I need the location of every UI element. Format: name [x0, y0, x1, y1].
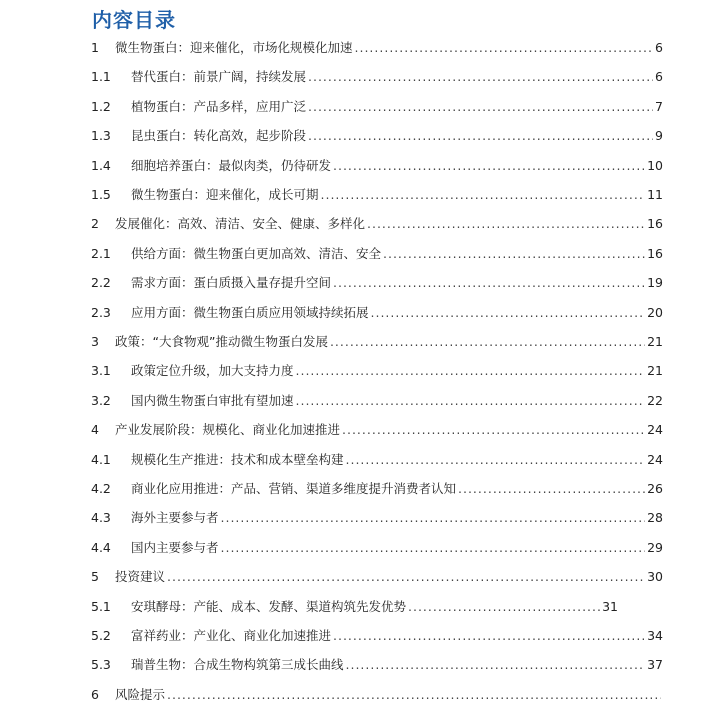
toc-entry[interactable]	[0, 626, 706, 646]
toc-entry-number: 4.2	[91, 481, 111, 496]
toc-entry-line	[115, 38, 663, 58]
toc-leader-dots	[308, 126, 653, 146]
toc-entry-title: 政策定位升级，加大支持力度	[131, 363, 294, 379]
toc-entry-line	[131, 273, 663, 293]
toc-entry-line	[131, 508, 663, 528]
toc-entry-page: 24	[647, 451, 663, 467]
toc-entry-number: 2.3	[91, 304, 111, 320]
toc-entry-line	[115, 214, 663, 234]
toc-entry-title: 应用方面：微生物蛋白质应用领域持续拓展	[131, 304, 369, 320]
toc-entry-title: 替代蛋白：前景广阔，持续发展	[131, 69, 307, 85]
toc-entry[interactable]	[0, 332, 706, 352]
toc-entry-page: 29	[647, 539, 663, 555]
toc-leader-dots	[296, 361, 646, 381]
toc-entry-line	[115, 567, 663, 587]
toc-entry-page: 21	[647, 363, 663, 379]
toc-leader-dots	[342, 420, 645, 440]
toc-leader-dots	[333, 626, 645, 646]
toc-entry[interactable]	[0, 126, 706, 146]
toc-entry[interactable]	[0, 214, 706, 234]
toc-entry-line	[131, 361, 663, 381]
toc-entry[interactable]	[0, 685, 706, 705]
toc-entry-title: 商业化应用推进：产品、营销、渠道多维度提升消费者认知	[131, 481, 457, 496]
toc-entry-title: 微生物蛋白：迎来催化，成长可期	[131, 187, 319, 202]
toc-entry[interactable]	[0, 567, 706, 587]
toc-leader-dots	[296, 391, 646, 411]
toc-entry[interactable]	[0, 273, 706, 293]
toc-entry-line	[131, 450, 663, 470]
toc-entry[interactable]	[0, 391, 706, 411]
toc-entry-page: 19	[647, 275, 663, 291]
toc-entry-page: 28	[647, 510, 663, 526]
toc-leader-dots	[458, 479, 645, 499]
toc-entry-line	[131, 185, 663, 205]
toc-entry[interactable]	[0, 597, 706, 617]
toc-entry-page: 30	[647, 569, 663, 585]
toc-entry-page: 22	[647, 392, 663, 408]
toc-entry-title: 国内微生物蛋白审批有望加速	[131, 392, 294, 408]
toc-entry-page: 9	[655, 128, 663, 144]
toc-leader-dots	[333, 156, 645, 176]
toc-entry-page: 7	[655, 98, 663, 114]
toc-entry[interactable]	[0, 38, 706, 58]
toc-entry[interactable]	[0, 655, 706, 675]
toc-entry-line	[131, 538, 663, 558]
toc-leader-dots	[367, 214, 645, 234]
toc-entry-number: 5.2	[91, 628, 111, 643]
toc-entry-title: 发展催化：高效、清洁、安全、健康、多样化	[115, 216, 366, 232]
toc-leader-dots	[333, 273, 645, 293]
toc-entry-title: 需求方面：蛋白质摄入量存提升空间	[131, 275, 332, 291]
toc-entry-number: 5.3	[91, 657, 111, 673]
toc-entry-line	[131, 156, 663, 176]
toc-entry-title: 供给方面：微生物蛋白更加高效、清洁、安全	[131, 245, 382, 261]
toc-entry-title: 微生物蛋白：迎来催化，市场化规模化加速	[115, 40, 353, 55]
toc-entry-number: 3.2	[91, 392, 111, 408]
toc-entry-number: 5	[91, 569, 99, 585]
toc-entry-page: 20	[647, 304, 663, 320]
toc-leader-dots	[221, 508, 646, 528]
toc-entry-page: 24	[647, 422, 663, 438]
page-title: 内容目录	[92, 8, 176, 32]
toc-entry-page: 11	[647, 187, 663, 202]
toc-leader-dots	[221, 538, 646, 558]
toc-entry[interactable]	[0, 67, 706, 87]
toc-leader-dots	[355, 38, 654, 58]
toc-entry-line	[131, 655, 663, 675]
toc-entry[interactable]	[0, 508, 706, 528]
toc-entry-page: 31	[602, 598, 618, 614]
toc-entry-number: 4	[91, 422, 99, 438]
toc-entry-line	[115, 332, 663, 352]
toc-leader-dots	[383, 244, 645, 264]
toc-entry-page: 16	[647, 245, 663, 261]
toc-entry-title: 安琪酵母：产能、成本、发酵、渠道构筑先发优势	[131, 598, 407, 614]
toc-leader-dots	[346, 450, 646, 470]
toc-entry-number: 1.3	[91, 128, 111, 144]
toc-entry-title: 投资建议	[115, 569, 166, 585]
toc-leader-dots	[321, 185, 646, 205]
toc-entry-line	[115, 685, 663, 705]
toc-entry-number: 2.1	[91, 245, 111, 261]
toc-entry-number: 4.3	[91, 510, 111, 526]
toc-entry[interactable]	[0, 450, 706, 470]
toc-entry[interactable]	[0, 361, 706, 381]
toc-entry-line	[131, 244, 663, 264]
toc-leader-dots	[371, 303, 646, 323]
toc-entry-title: 产业发展阶段：规模化、商业化加速推进	[115, 422, 341, 438]
toc-leader-dots	[167, 685, 661, 705]
toc-leader-dots	[330, 332, 645, 352]
toc-entry-page: 10	[647, 157, 663, 173]
toc-entry-number: 4.4	[91, 539, 111, 555]
toc-entry-page: 21	[647, 334, 663, 349]
toc-entry-line	[115, 420, 663, 440]
toc-entry-line	[131, 626, 663, 646]
toc-entry-number: 3.1	[91, 363, 111, 379]
toc-leader-dots	[167, 567, 645, 587]
toc-entry-number: 5.1	[91, 598, 111, 614]
toc-entry[interactable]	[0, 185, 706, 205]
toc-entry-number: 3	[91, 334, 99, 349]
toc-entry-title: 植物蛋白：产品多样，应用广泛	[131, 98, 307, 114]
toc-leader-dots	[408, 597, 600, 617]
toc-entry-number: 1.2	[91, 98, 111, 114]
toc-entry-line	[131, 391, 663, 411]
toc-entry-number: 1.1	[91, 69, 111, 85]
toc-entry-title: 风险提示	[115, 686, 166, 702]
toc-leader-dots	[346, 655, 646, 675]
toc-entry-page: 16	[647, 216, 663, 232]
toc-entry-line	[131, 479, 663, 499]
toc-entry-number: 1.4	[91, 157, 111, 173]
toc-entry-page: 6	[655, 40, 663, 55]
toc-entry-number: 4.1	[91, 451, 111, 467]
toc-entry[interactable]	[0, 303, 706, 323]
toc-entry-title: 规模化生产推进：技术和成本壁垒构建	[131, 451, 344, 467]
toc-entry-title: 国内主要参与者	[131, 539, 219, 555]
toc-entry-line	[131, 597, 618, 617]
toc-entry-title: 富祥药业：产业化、商业化加速推进	[131, 628, 332, 643]
toc-entry-number: 2	[91, 216, 99, 232]
toc-entry-page: 6	[655, 69, 663, 85]
toc-entry[interactable]	[0, 538, 706, 558]
toc-entry[interactable]	[0, 156, 706, 176]
toc-entry-title: 昆虫蛋白：转化高效，起步阶段	[131, 128, 307, 144]
toc-entry-number: 2.2	[91, 275, 111, 291]
toc-entry-title: 政策：“大食物观”推动微生物蛋白发展	[115, 334, 328, 349]
toc-entry[interactable]	[0, 244, 706, 264]
toc-entry-line	[131, 97, 663, 117]
toc-entry-page: 34	[647, 628, 663, 643]
toc-leader-dots	[308, 67, 653, 87]
toc-entry-number: 1.5	[91, 187, 111, 202]
toc-entry-line	[131, 126, 663, 146]
toc-entry[interactable]	[0, 479, 706, 499]
toc-entry[interactable]	[0, 97, 706, 117]
toc-leader-dots	[308, 97, 653, 117]
toc-entry-page: 26	[647, 481, 663, 496]
toc-entry-line	[131, 67, 663, 87]
toc-entry-number: 1	[91, 40, 99, 55]
toc-entry-title: 瑞普生物：合成生物构筑第三成长曲线	[131, 657, 344, 673]
toc-entry-line	[131, 303, 663, 323]
toc-entry[interactable]	[0, 420, 706, 440]
toc-entry-title: 细胞培养蛋白：最似肉类，仍待研发	[131, 157, 332, 173]
toc-entry-title: 海外主要参与者	[131, 510, 219, 526]
toc-entry-number: 6	[91, 686, 99, 702]
toc-entry-page: 37	[647, 657, 663, 673]
